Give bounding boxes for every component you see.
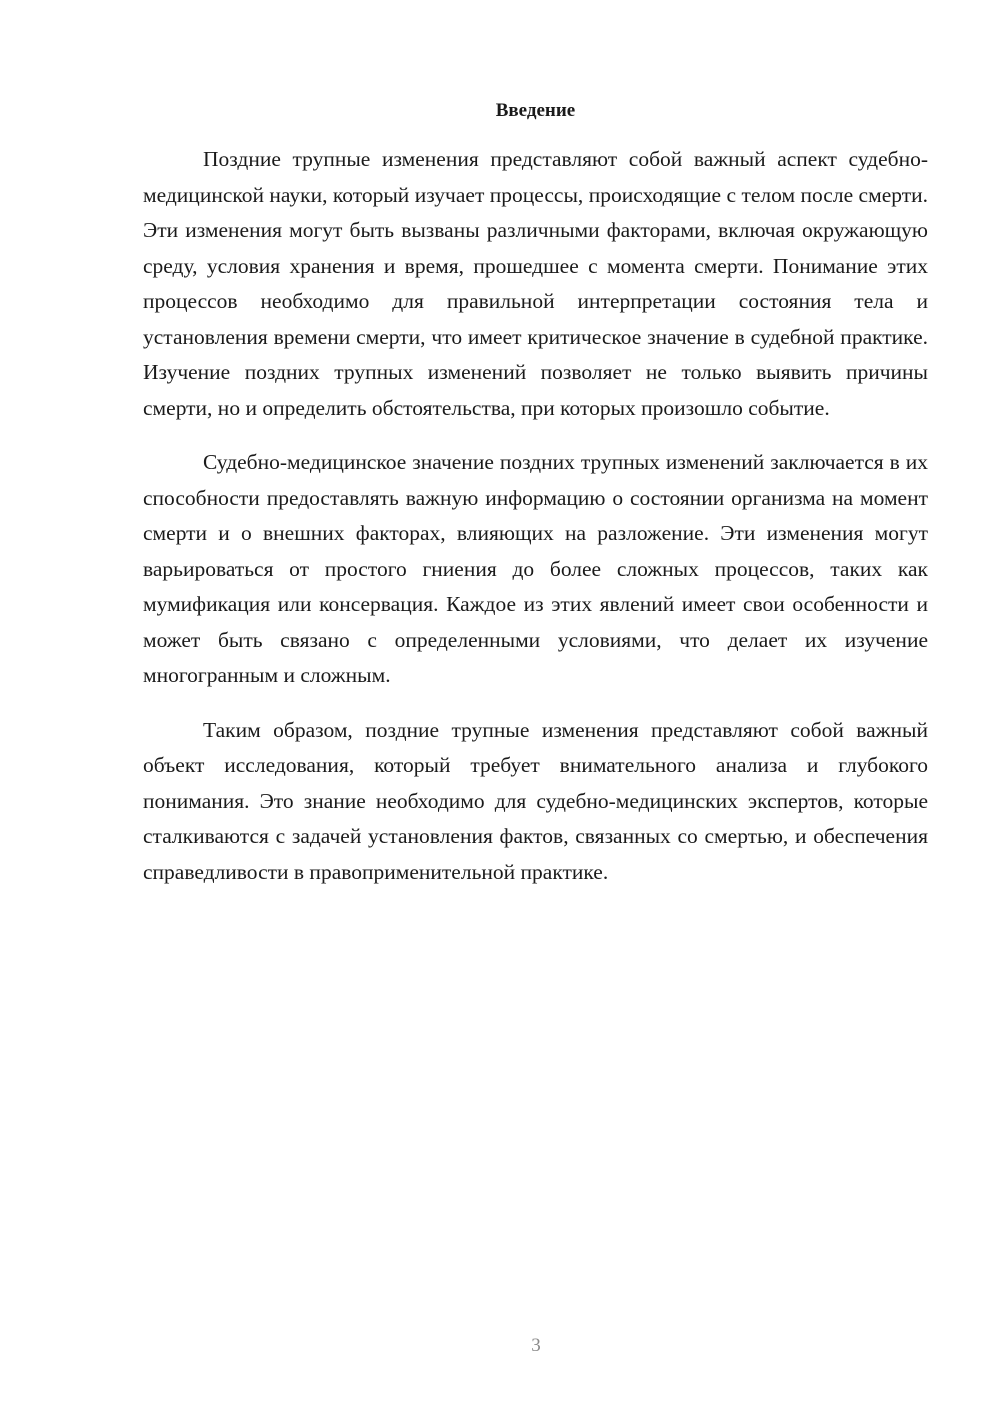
paragraph-2: Судебно-медицинское значение поздних трупных изменений заключается в их способности предоставлять важную информацию о состоянии организма на момент смерти и о внешних факторах, влияющих на разложение. Эти изменения могут варьироваться от простого гниения до более сложных процессов, таких как мумификация или консервация. Каждое из этих явлений имеет свои особенности и может быть связано с определенными условиями, что делает их изучение многогранным и сложным. bbox=[143, 450, 928, 687]
paragraph-3: Таким образом, поздние трупные изменения представляют собой важный объект исследования, который требует внимательного анализа и глубокого понимания. Это знание необходимо для судебно-медицинских экспертов, которые сталкиваются с задачей установления фактов, связанных со смертью, и обеспечения справедливости в правоприменительной практике. bbox=[143, 717, 928, 884]
page-number: 3 bbox=[531, 1335, 541, 1356]
section-heading: Введение bbox=[495, 100, 576, 121]
paragraph-1: Поздние трупные изменения представляют собой важный аспект судебно-медицинской науки, который изучает процессы, происходящие с телом после смерти. Эти изменения могут быть вызваны различными факторами, включая окружающую среду, условия хранения и время, прошедшее с момента смерти. Понимание этих процессов необходимо для правильной интерпретации состояния тела и установления времени смерти, что имеет критическое значение в судебной практике. Изучение поздних трупных изменений позволяет не только выявить причины смерти, но и определить обстоятельства, при которых произошло событие. bbox=[143, 147, 928, 420]
body-text bbox=[143, 142, 928, 909]
